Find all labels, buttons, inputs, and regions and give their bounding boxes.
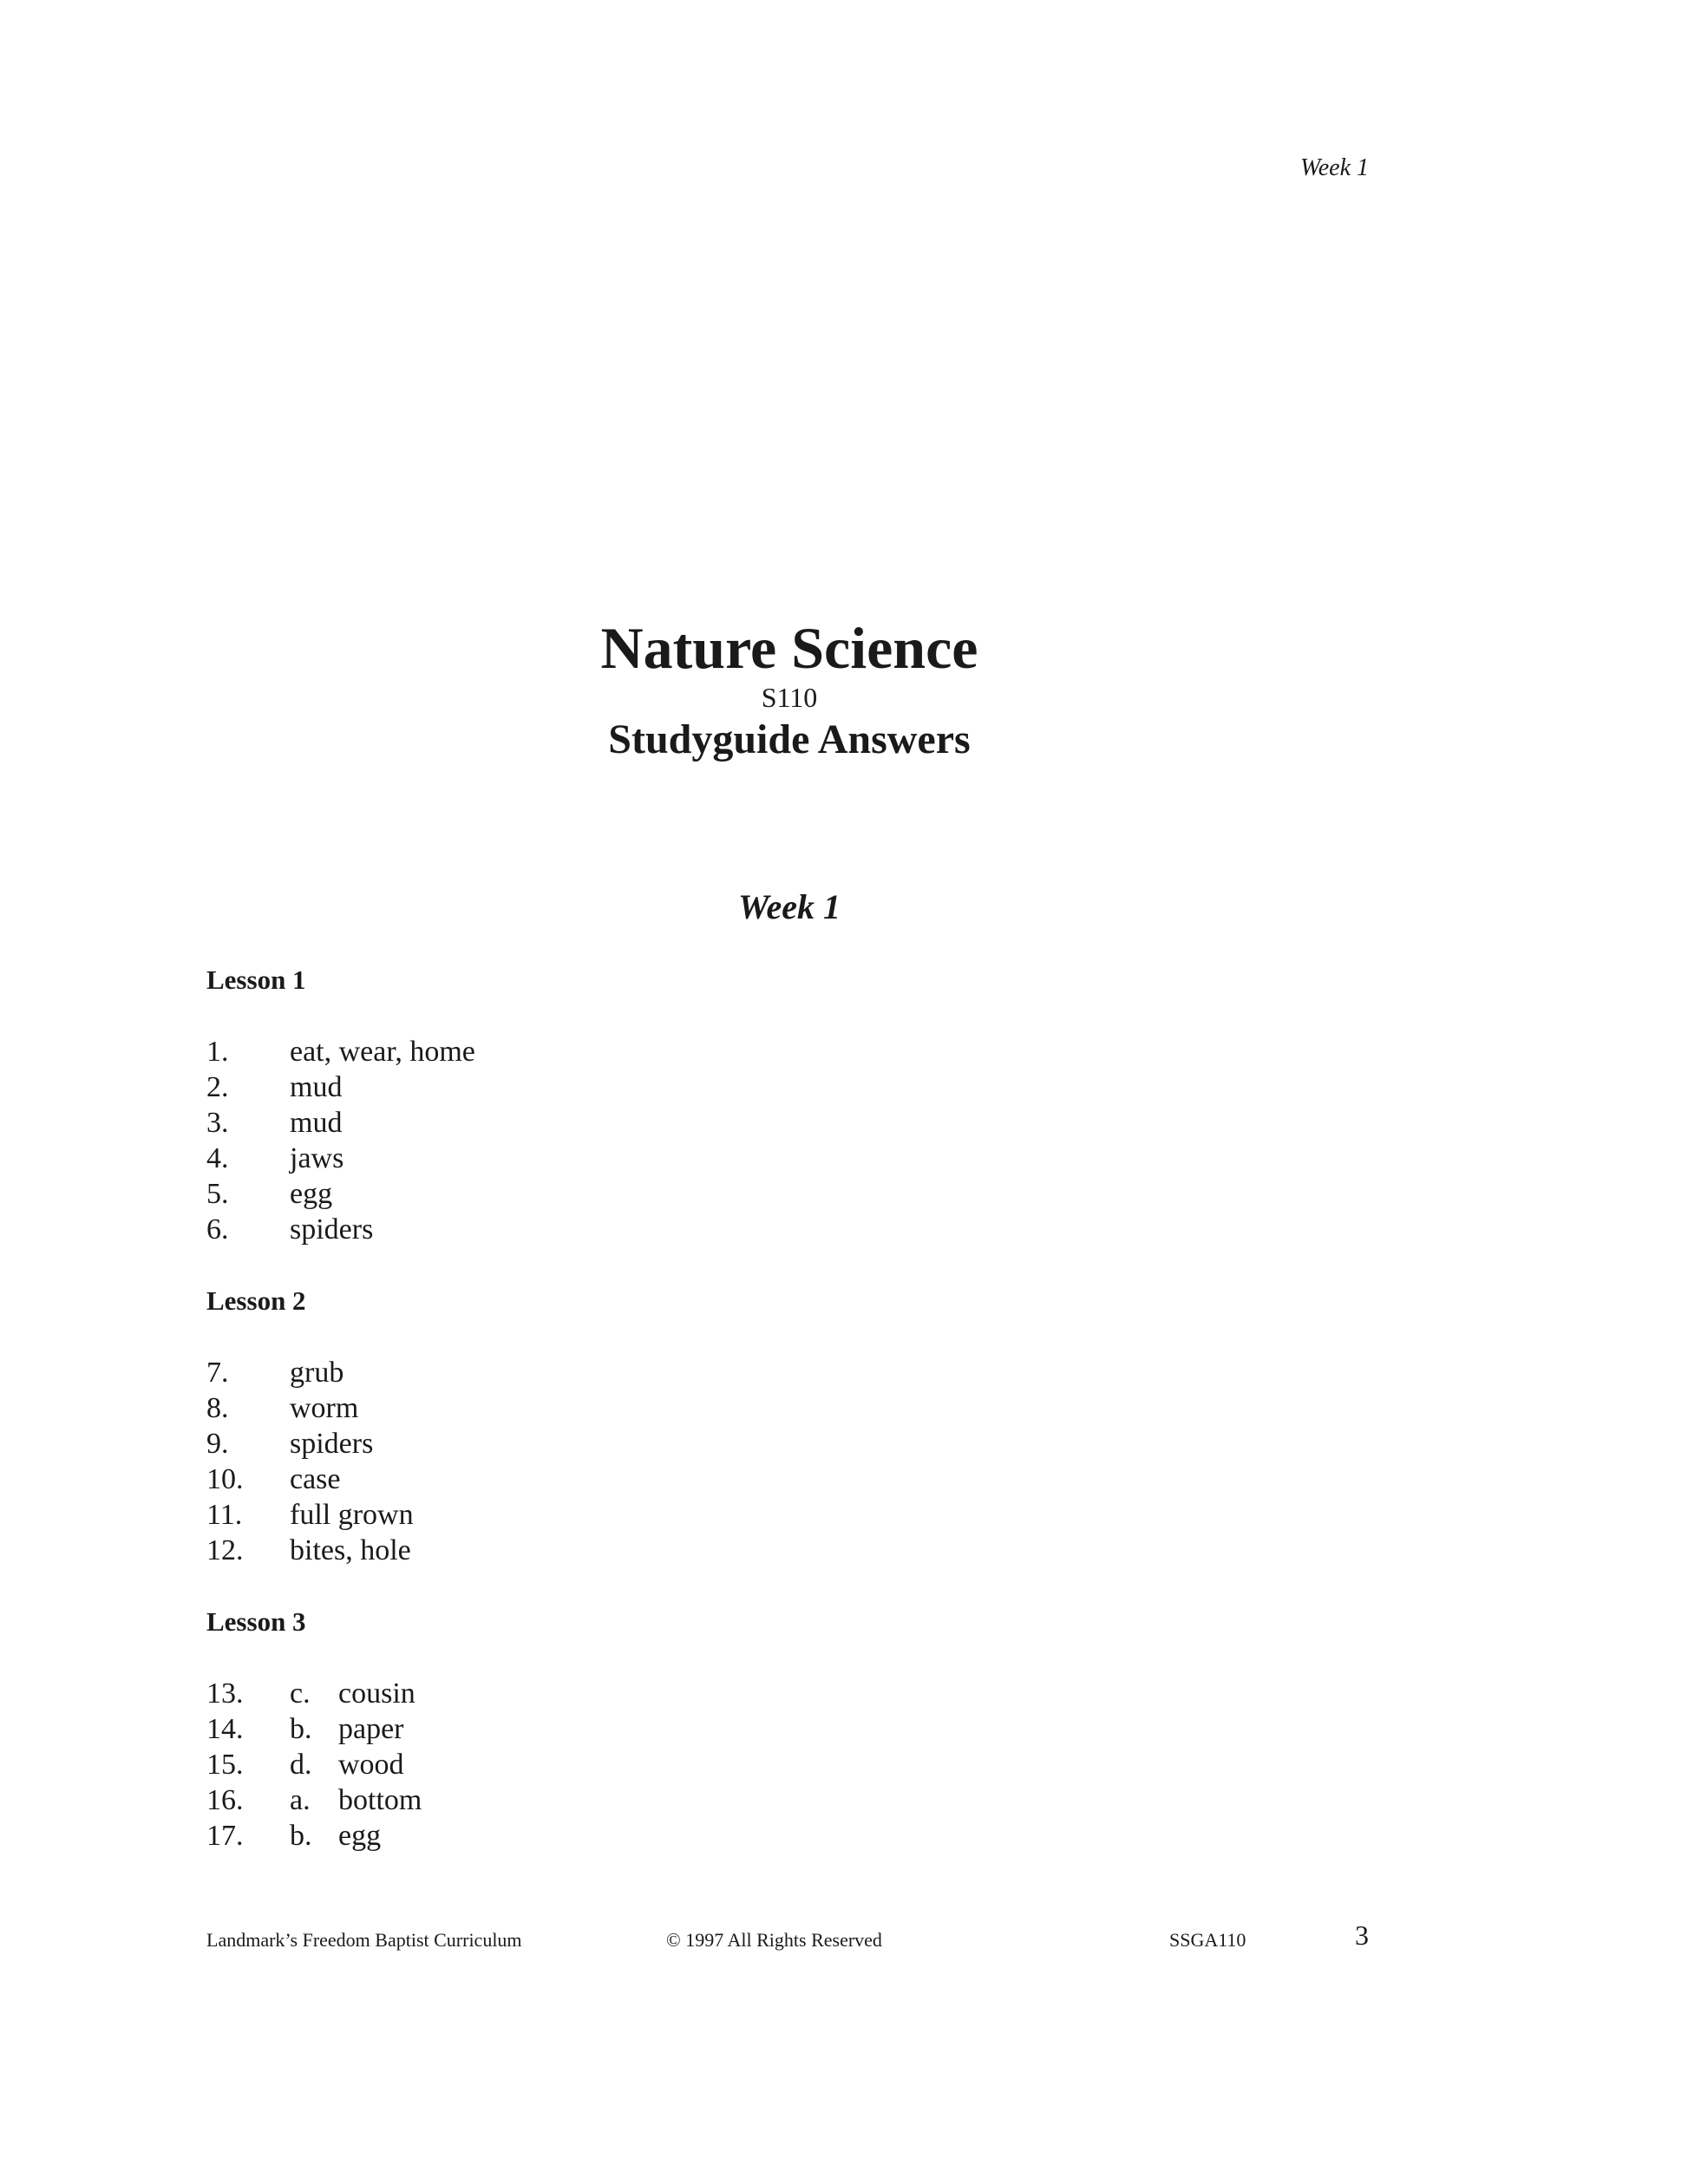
- answer-text: mud: [290, 1071, 343, 1103]
- answer-number: 9.: [206, 1428, 229, 1460]
- answer-number: 4.: [206, 1142, 229, 1174]
- answer-text: egg: [338, 1820, 382, 1852]
- answer-text: spiders: [290, 1213, 374, 1246]
- answer-item: [206, 1426, 1247, 1461]
- lesson-3-title: Lesson 3: [206, 1606, 306, 1637]
- course-code: S110: [761, 682, 818, 713]
- footer-document-code: SSGA110: [1169, 1929, 1246, 1951]
- page-footer: [206, 1917, 1369, 1952]
- lesson-2-title: Lesson 2: [206, 1285, 306, 1316]
- answer-item: [206, 1711, 1247, 1747]
- answer-item: [206, 1355, 1247, 1390]
- answer-item: [206, 1069, 1247, 1105]
- answer-text: grub: [290, 1357, 344, 1389]
- answer-item: [206, 1533, 1247, 1568]
- footer-copyright: © 1997 All Rights Reserved: [666, 1929, 882, 1951]
- answer-choice-letter: a.: [290, 1784, 311, 1816]
- answer-item: [206, 1782, 1247, 1818]
- answer-number: 6.: [206, 1213, 229, 1246]
- answer-number: 14.: [206, 1713, 244, 1745]
- answer-text: full grown: [290, 1499, 414, 1531]
- answer-text: case: [290, 1463, 341, 1495]
- lesson-3-answers: [206, 1676, 1247, 1854]
- answer-text: bottom: [338, 1784, 422, 1816]
- answer-item: [206, 1390, 1247, 1426]
- answer-number: 5.: [206, 1178, 229, 1210]
- page-title: Nature Science: [600, 615, 978, 681]
- answer-item: [206, 1747, 1247, 1782]
- answer-text: paper: [338, 1713, 404, 1745]
- answer-item: [206, 1212, 1247, 1247]
- answer-text: eat, wear, home: [290, 1036, 475, 1068]
- answer-choice-letter: b.: [290, 1820, 312, 1852]
- answer-text: bites, hole: [290, 1534, 411, 1566]
- answer-choice-letter: c.: [290, 1677, 311, 1710]
- running-header: Week 1: [1299, 154, 1369, 181]
- answer-item: [206, 1141, 1247, 1176]
- answer-text: spiders: [290, 1428, 374, 1460]
- answer-number: 13.: [206, 1677, 244, 1710]
- answer-text: egg: [290, 1178, 333, 1210]
- answer-text: mud: [290, 1107, 343, 1139]
- answer-content: [206, 963, 1247, 1890]
- answer-item: [206, 1818, 1247, 1854]
- page-number: 3: [1355, 1919, 1369, 1951]
- answer-number: 7.: [206, 1357, 229, 1389]
- answer-number: 12.: [206, 1534, 244, 1566]
- title-block: [0, 614, 1579, 767]
- answer-text: wood: [338, 1749, 404, 1781]
- lesson-2-answers: [206, 1355, 1247, 1568]
- answer-text: worm: [290, 1392, 359, 1424]
- answer-item: [206, 1676, 1247, 1711]
- week-heading: Week 1: [737, 887, 841, 926]
- footer-publisher: Landmark’s Freedom Baptist Curriculum: [206, 1929, 522, 1951]
- answer-item: [206, 1034, 1247, 1069]
- answer-choice-letter: b.: [290, 1713, 312, 1745]
- answer-number: 16.: [206, 1784, 244, 1816]
- answer-number: 2.: [206, 1071, 229, 1103]
- answer-number: 17.: [206, 1820, 244, 1852]
- lesson-1-answers: [206, 1034, 1247, 1247]
- answer-text: jaws: [290, 1142, 344, 1174]
- answer-number: 15.: [206, 1749, 244, 1781]
- answer-number: 8.: [206, 1392, 229, 1424]
- page-subtitle: Studyguide Answers: [608, 716, 971, 762]
- answer-text: cousin: [338, 1677, 415, 1710]
- answer-number: 10.: [206, 1463, 244, 1495]
- lesson-1-title: Lesson 1: [206, 964, 306, 995]
- answer-item: [206, 1176, 1247, 1212]
- answer-number: 11.: [206, 1499, 243, 1531]
- answer-number: 1.: [206, 1036, 229, 1068]
- answer-number: 3.: [206, 1107, 229, 1139]
- answer-item: [206, 1497, 1247, 1533]
- answer-item: [206, 1105, 1247, 1141]
- answer-item: [206, 1461, 1247, 1497]
- answer-choice-letter: d.: [290, 1749, 312, 1781]
